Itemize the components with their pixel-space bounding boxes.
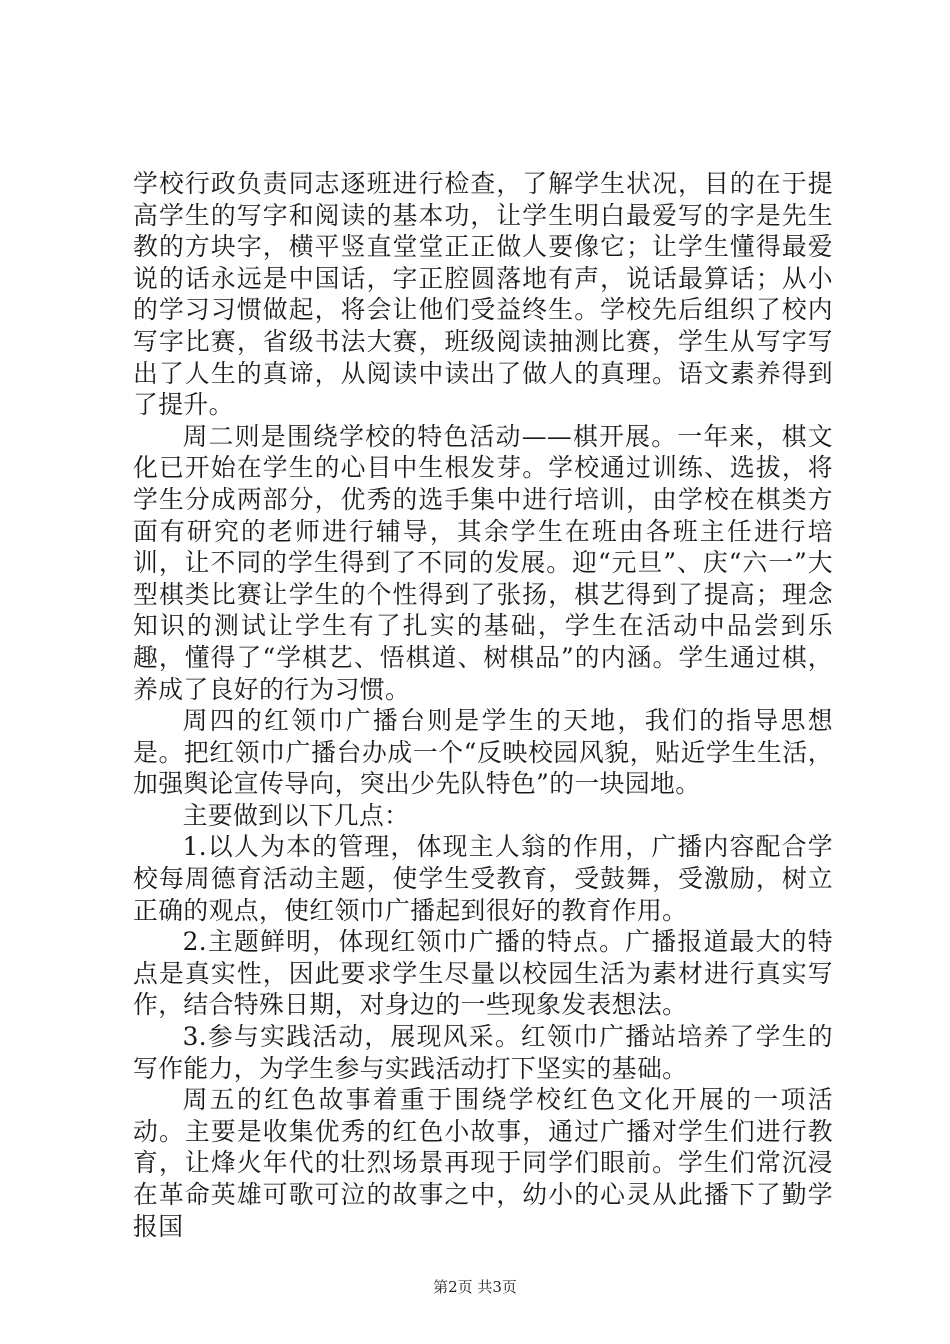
paragraph-3: 周四的红领巾广播台则是学生的天地，我们的指导思想是。把红领巾广播台办成一个“反映校园风貌，贴近学生生活，加强舆论宣传导向，突出少先队特色”的一块园地。 [133,706,833,799]
paragraph-1: 学校行政负责同志逐班进行检查，了解学生状况，目的在于提高学生的写字和阅读的基本功，让学生明白最爱写的字是先生教的方块字，横平竖直堂堂正正做人要像它；让学生懂得最爱说的话永远是中国话，字正腔圆落地有声，说话最算话；从小的学习习惯做起，将会让他们受益终生。学校先后组织了校内写字比赛，省级书法大赛，班级阅读抽测比赛，学生从写字写出了人生的真谛，从阅读中读出了做人的真理。语文素养得到了提升。 [133,169,833,420]
paragraph-4: 主要做到以下几点： [182,800,410,830]
page-footer: 第2页 共3页 [433,1278,517,1296]
paragraph-8: 周五的红色故事着重于围绕学校红色文化开展的一项活动。主要是收集优秀的红色小故事，通过广播对学生们进行教育，让烽火年代的壮烈场景再现于同学们眼前。学生们常沉浸在革命英雄可歌可泣的故事之中，幼小的心灵从此播下了勤学报国 [133,1085,833,1241]
paragraph-2: 周二则是围绕学校的特色活动——棋开展。一年来，棋文化已开始在学生的心目中生根发芽。学校通过训练、选拔，将学生分成两部分，优秀的选手集中进行培训，由学校在棋类方面有研究的老师进行辅导，其余学生在班由各班主任进行培训，让不同的学生得到了不同的发展。迎“元旦”、庆“六一”大型棋类比赛让学生的个性得到了张扬，棋艺得到了提高；理念知识的测试让学生有了扎实的基础，学生在活动中品尝到乐趣，懂得了“学棋艺、悟棋道、树棋品”的内涵。学生通过棋，养成了良好的行为习惯。 [133,421,833,704]
document-body [133,168,833,1242]
paragraph-7: 3.参与实践活动，展现风采。红领巾广播站培养了学生的写作能力，为学生参与实践活动打下坚实的基础。 [133,1022,833,1083]
paragraph-5: 1.以人为本的管理，体现主人翁的作用，广播内容配合学校每周德育活动主题，使学生受教育，受鼓舞，受激励，树立正确的观点，使红领巾广播起到很好的教育作用。 [133,832,833,925]
paragraph-6: 2.主题鲜明，体现红领巾广播的特点。广播报道最大的特点是真实性，因此要求学生尽量以校园生活为素材进行真实写作，结合特殊日期，对身边的一些现象发表想法。 [133,927,833,1020]
